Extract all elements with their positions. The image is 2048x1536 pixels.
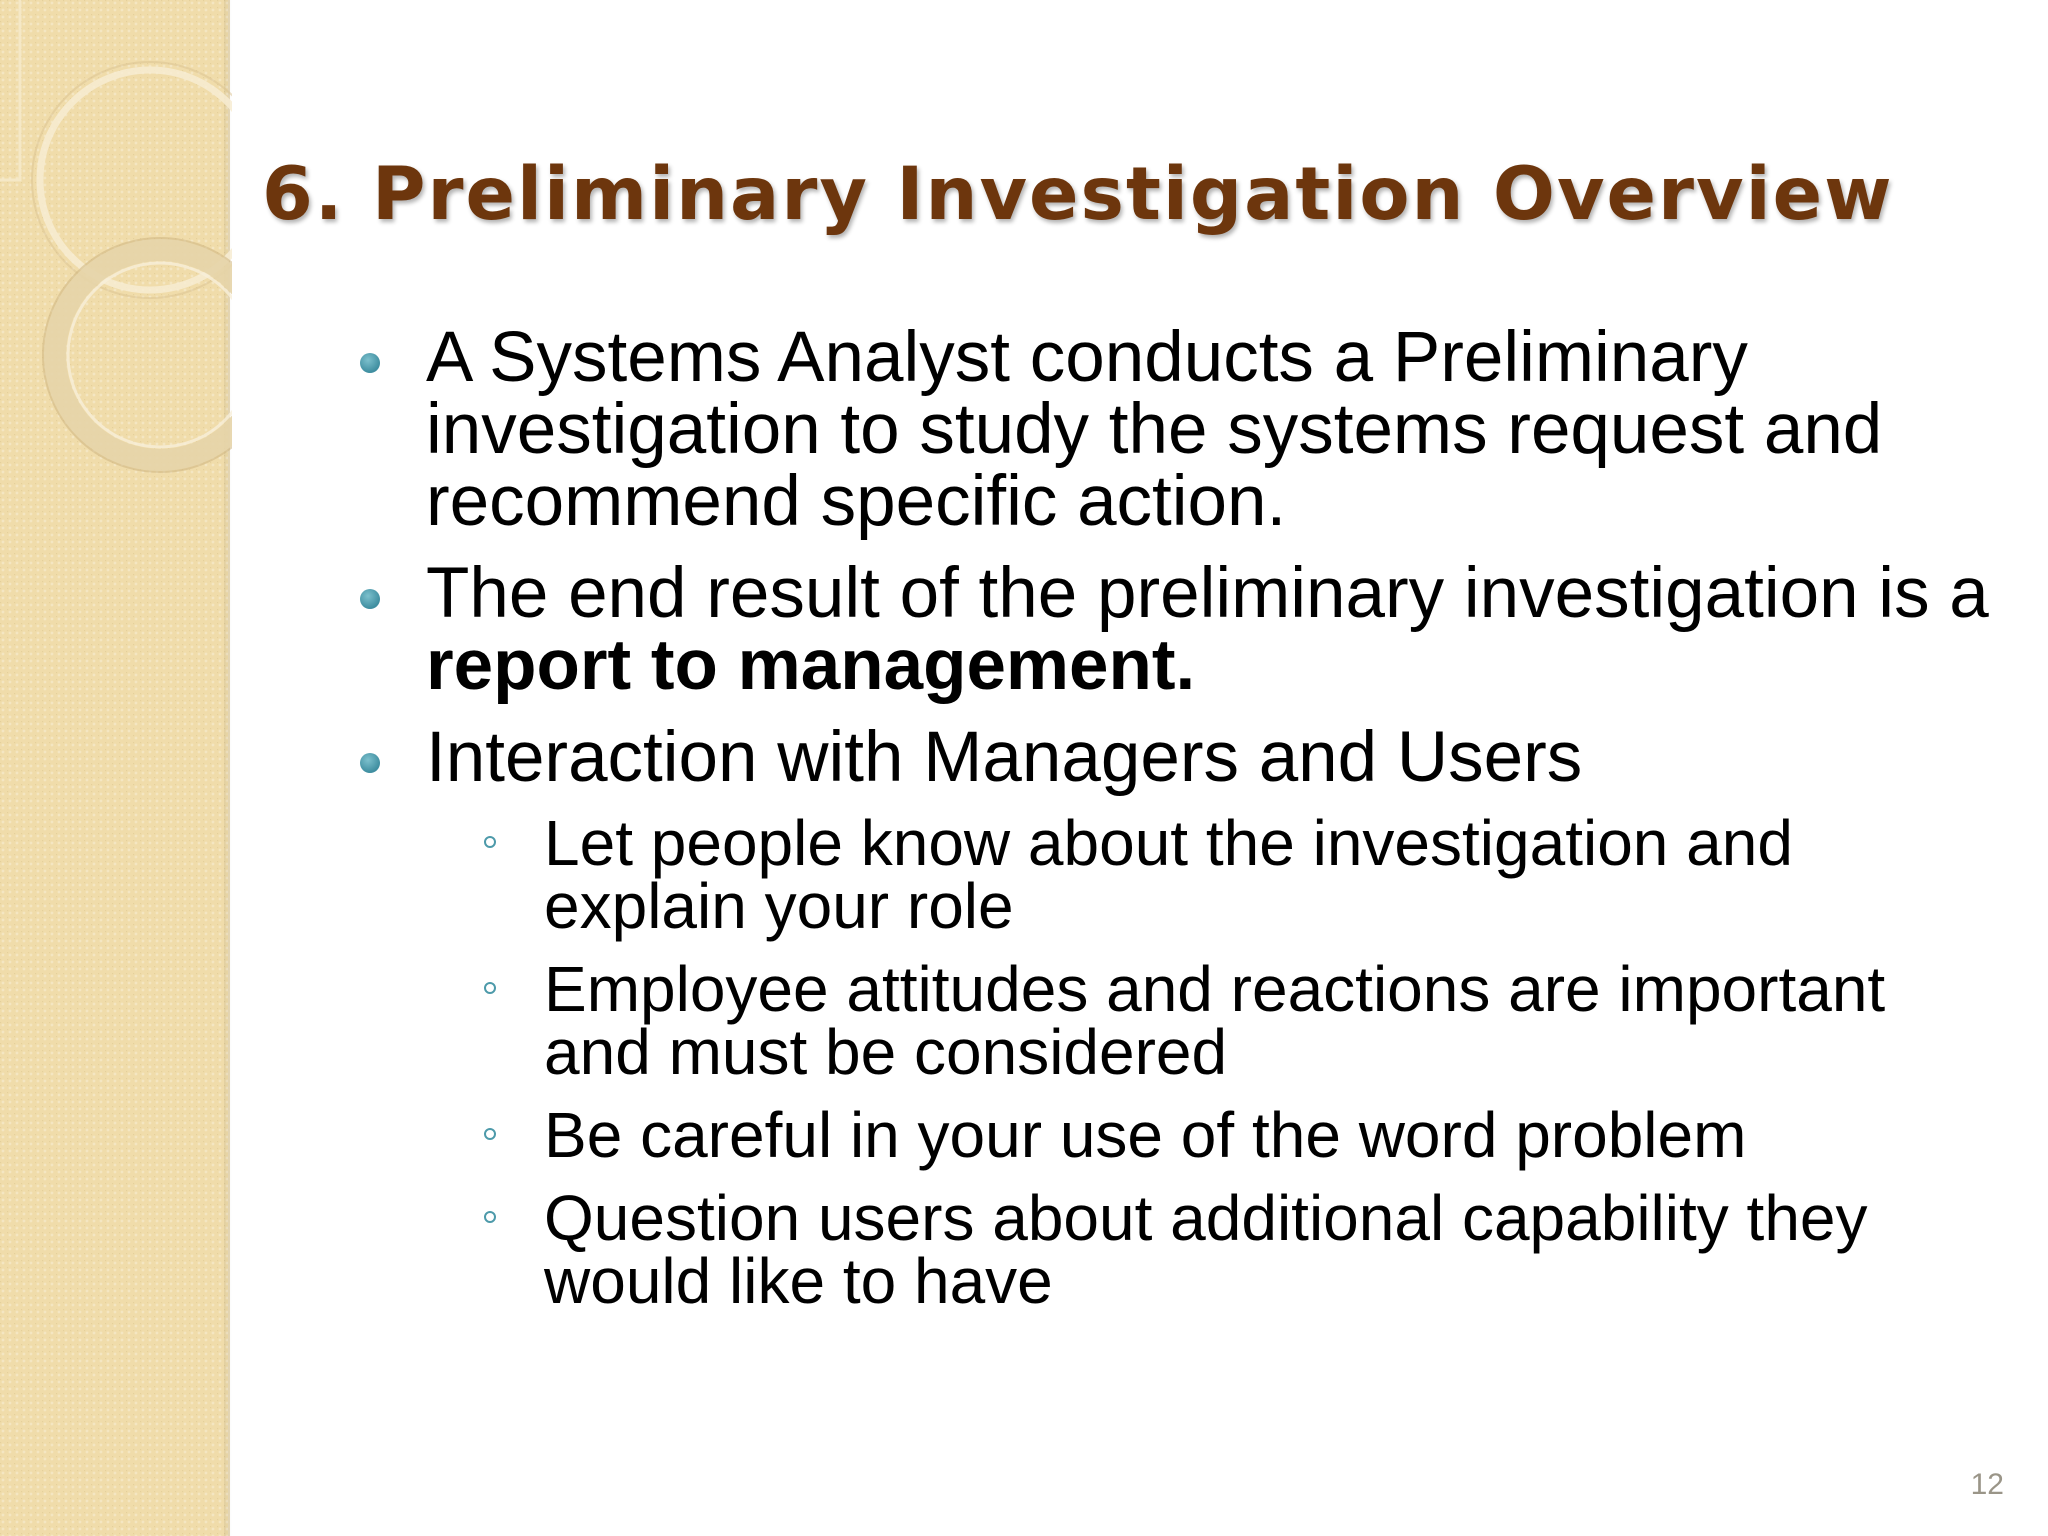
bullet-text <box>426 554 1990 705</box>
sub-bullet-item <box>484 953 1990 1088</box>
sub-bullet-item <box>484 1099 1990 1171</box>
sub-bullet-item <box>484 1182 1990 1317</box>
bullet-dot-icon <box>360 753 380 773</box>
bullet-dot-icon <box>360 353 380 373</box>
sub-bullet-text: Employee attitudes and reactions are important and must be considered <box>544 953 1886 1088</box>
bullet-item <box>360 718 1990 1317</box>
sub-bullet-circle-icon <box>484 982 496 994</box>
bullet-text-regular: The end result of the preliminary investigation is a <box>426 554 1989 633</box>
sub-bullet-circle-icon <box>484 1128 496 1140</box>
sub-bullet-circle-icon <box>484 836 496 848</box>
sub-bullet-circle-icon <box>484 1211 496 1223</box>
bullet-item <box>360 318 1990 541</box>
bullet-list <box>360 318 1990 1333</box>
sub-bullet-text: Be careful in your use of the word problem <box>544 1099 1747 1171</box>
bullet-dot-icon <box>360 589 380 609</box>
sub-bullet-item <box>484 807 1990 942</box>
page-number: 12 <box>1970 1468 2004 1501</box>
bullet-text: A Systems Analyst conducts a Preliminary investigation to study the systems request and recommend specific action. <box>426 318 1883 541</box>
bullet-item <box>360 554 1990 705</box>
sub-bullet-text: Let people know about the investigation and explain your role <box>544 807 1793 942</box>
sub-bullet-list <box>484 807 1990 1317</box>
bullet-text-bold: report to management. <box>426 626 1196 705</box>
slide-title: 6. Preliminary Investigation Overview <box>262 152 1894 237</box>
decorative-rings-icon <box>0 0 232 500</box>
sub-bullet-text: Question users about additional capability they would like to have <box>544 1182 1868 1317</box>
bullet-text: Interaction with Managers and Users <box>426 718 1583 797</box>
